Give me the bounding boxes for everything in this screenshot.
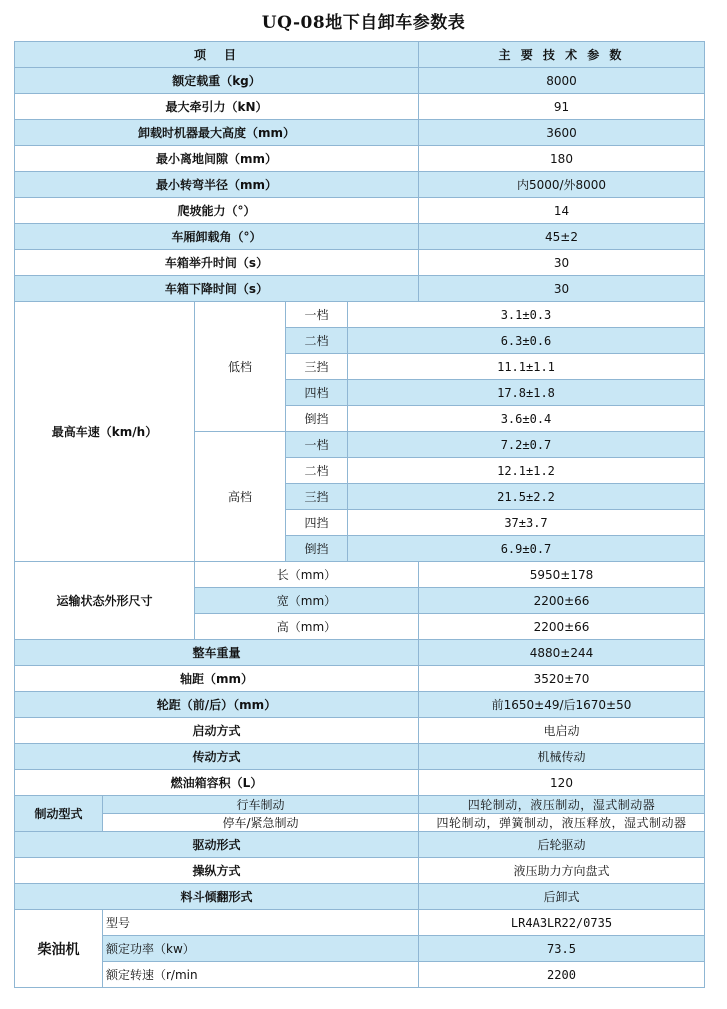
- table-row: [15, 858, 705, 884]
- row-label: 启动方式: [15, 718, 419, 744]
- dims-item-label: 高（mm）: [195, 614, 419, 640]
- row-label: 整车重量: [15, 640, 419, 666]
- engine-row: [15, 962, 705, 988]
- engine-label: 柴油机: [15, 910, 103, 988]
- speed-high-label: 高档: [195, 432, 286, 562]
- header-item: 项 目: [15, 42, 419, 68]
- row-value: 14: [419, 198, 705, 224]
- gear-label: 二档: [286, 328, 348, 354]
- gear-label: 一档: [286, 432, 348, 458]
- row-value: 后轮驱动: [419, 832, 705, 858]
- row-label: 车厢卸载角（°）: [15, 224, 419, 250]
- engine-row: [15, 910, 705, 936]
- row-value: 前1650±49/后1670±50: [419, 692, 705, 718]
- table-row: [15, 146, 705, 172]
- row-label: 轮距（前/后）（mm）: [15, 692, 419, 718]
- gear-value: 7.2±0.7: [348, 432, 705, 458]
- gear-label: 三挡: [286, 354, 348, 380]
- table-row: [15, 94, 705, 120]
- engine-item-label: 型号: [103, 910, 419, 936]
- engine-item-label: 额定功率（kw）: [103, 936, 419, 962]
- page-title: UQ-08地下自卸车参数表: [261, 13, 466, 33]
- gear-label: 二档: [286, 458, 348, 484]
- row-value: 3520±70: [419, 666, 705, 692]
- row-value: 45±2: [419, 224, 705, 250]
- dims-item-value: 2200±66: [419, 614, 705, 640]
- table-row: [15, 250, 705, 276]
- dims-item-value: 2200±66: [419, 588, 705, 614]
- row-label: 爬坡能力（°）: [15, 198, 419, 224]
- gear-label: 三挡: [286, 484, 348, 510]
- gear-value: 21.5±2.2: [348, 484, 705, 510]
- row-label: 操纵方式: [15, 858, 419, 884]
- row-label: 额定载重（kg）: [15, 68, 419, 94]
- gear-value: 6.3±0.6: [348, 328, 705, 354]
- table-row: [15, 744, 705, 770]
- table-header: [15, 42, 705, 68]
- row-value: 180: [419, 146, 705, 172]
- gear-label: 倒挡: [286, 536, 348, 562]
- row-value: 3600: [419, 120, 705, 146]
- row-value: 30: [419, 250, 705, 276]
- table-row: [15, 224, 705, 250]
- engine-item-value: LR4A3LR22/0735: [419, 910, 705, 936]
- row-value: 4880±244: [419, 640, 705, 666]
- table-row: [15, 68, 705, 94]
- row-value: 电启动: [419, 718, 705, 744]
- row-value: 内5000/外8000: [419, 172, 705, 198]
- row-label: 车箱下降时间（s）: [15, 276, 419, 302]
- row-label: 最大牵引力（kN）: [15, 94, 419, 120]
- header-param: 主 要 技 术 参 数: [419, 42, 705, 68]
- gear-label: 四档: [286, 380, 348, 406]
- table-row: [15, 692, 705, 718]
- engine-item-value: 73.5: [419, 936, 705, 962]
- speed-row: [15, 302, 705, 328]
- brake-row: [15, 796, 705, 814]
- gear-label: 四挡: [286, 510, 348, 536]
- row-label: 传动方式: [15, 744, 419, 770]
- row-label: 料斗倾翻形式: [15, 884, 419, 910]
- dims-item-label: 宽（mm）: [195, 588, 419, 614]
- row-label: 轴距（mm）: [15, 666, 419, 692]
- table-row: [15, 198, 705, 224]
- row-label: 燃油箱容积（L）: [15, 770, 419, 796]
- row-value: 液压助力方向盘式: [419, 858, 705, 884]
- table-row: [15, 172, 705, 198]
- engine-row: [15, 936, 705, 962]
- brake-label: 制动型式: [15, 796, 103, 832]
- row-label: 最小转弯半径（mm）: [15, 172, 419, 198]
- row-value: 30: [419, 276, 705, 302]
- brake-item-label: 行车制动: [103, 796, 419, 814]
- gear-value: 17.8±1.8: [348, 380, 705, 406]
- brake-item-value: 四轮制动，弹簧制动，液压释放，湿式制动器: [419, 814, 705, 832]
- gear-value: 12.1±1.2: [348, 458, 705, 484]
- row-value: 后卸式: [419, 884, 705, 910]
- gear-value: 37±3.7: [348, 510, 705, 536]
- brake-item-value: 四轮制动，液压制动，湿式制动器: [419, 796, 705, 814]
- table-row: [15, 666, 705, 692]
- row-label: 最小离地间隙（mm）: [15, 146, 419, 172]
- spec-table: [14, 41, 705, 988]
- table-row: [15, 884, 705, 910]
- table-row: [15, 718, 705, 744]
- row-value: 120: [419, 770, 705, 796]
- dims-row: [15, 562, 705, 588]
- brake-row: [15, 814, 705, 832]
- gear-value: 3.1±0.3: [348, 302, 705, 328]
- row-value: 8000: [419, 68, 705, 94]
- speed-label: 最高车速（km/h）: [15, 302, 195, 562]
- row-label: 驱动形式: [15, 832, 419, 858]
- speed-low-label: 低档: [195, 302, 286, 432]
- dims-item-label: 长（mm）: [195, 562, 419, 588]
- brake-item-label: 停车/紧急制动: [103, 814, 419, 832]
- row-label: 卸载时机器最大高度（mm）: [15, 120, 419, 146]
- table-row: [15, 276, 705, 302]
- table-row: [15, 120, 705, 146]
- gear-label: 倒挡: [286, 406, 348, 432]
- gear-label: 一档: [286, 302, 348, 328]
- gear-value: 11.1±1.1: [348, 354, 705, 380]
- table-row: [15, 832, 705, 858]
- row-value: 机械传动: [419, 744, 705, 770]
- dims-item-value: 5950±178: [419, 562, 705, 588]
- gear-value: 6.9±0.7: [348, 536, 705, 562]
- engine-item-label: 额定转速（r/min: [103, 962, 419, 988]
- row-value: 91: [419, 94, 705, 120]
- gear-value: 3.6±0.4: [348, 406, 705, 432]
- row-label: 车箱举升时间（s）: [15, 250, 419, 276]
- table-row: [15, 640, 705, 666]
- engine-item-value: 2200: [419, 962, 705, 988]
- table-row: [15, 770, 705, 796]
- dims-label: 运输状态外形尺寸: [15, 562, 195, 640]
